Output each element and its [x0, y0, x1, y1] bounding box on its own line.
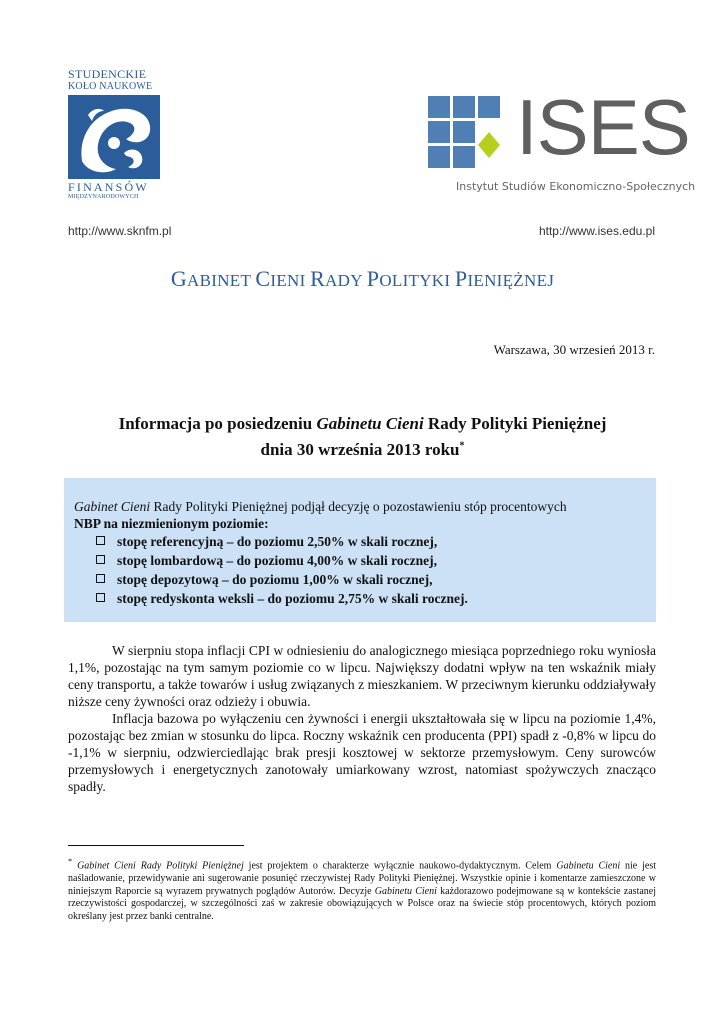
heading-line-1: Informacja po posiedzeniu Gabinetu Cieni Rady Polityki Pieniężnej	[118, 414, 607, 433]
body-paragraph-1: W sierpniu stopa inflacji CPI w odniesieniu do analogicznego miesiąca poprzedniego roku wyniosła 1,1%, pozostając na tym samym poziomie co w lipcu. Największy dodatni wpływ na ten wskaźnik miały ceny transportu, a także towarów i usług związanych z mieszkaniem. W przeciwnym kierunku oddziaływały niższe ceny żywności oraz odzieży i obuwia.	[68, 643, 656, 709]
sknfm-logo-line-2: KOŁO NAUKOWE	[68, 81, 153, 92]
ises-url-link[interactable]: http://www.ises.edu.pl	[538, 224, 655, 238]
rates-list	[96, 532, 468, 608]
heading-line-2: dnia 30 września 2013 roku*	[260, 440, 465, 459]
title-word-4: POLITYKI	[366, 266, 455, 291]
list-item: stopę redyskonta weksli – do poziomu 2,75% w skali rocznej.	[96, 589, 468, 608]
checkbox-bullet-icon	[96, 555, 105, 564]
list-item: stopę referencyjną – do poziomu 2,50% w skali rocznej,	[96, 532, 468, 551]
checkbox-bullet-icon	[96, 593, 105, 602]
title-word-1: GABINET	[170, 266, 256, 291]
footnote-divider	[68, 845, 244, 846]
sknfm-url-link[interactable]: http://www.sknfm.pl	[68, 224, 172, 238]
date-line: Warszawa, 30 wrzesień 2013 r.	[493, 342, 655, 357]
sknfm-logo-line-3: FINANSÓW	[68, 180, 149, 194]
sknfm-logo-line-4: MIĘDZYNARODOWYCH	[68, 194, 139, 200]
body-paragraph-2: Inflacja bazowa po wyłączeniu cen żywności i energii ukształtowała się w lipcu na poziomie 1,4%, pozostając bez zmian w stosunku do lipca. Roczny wskaźnik cen producenta (PPI) spadł z -0,8% w lipcu do -1,1% w sierpniu, odzwierciedlając brak presji kosztowej w sektorze przemysłowym. Ceny surowców przemysłowych i energetycznych zanotowały umiarkowany wzrost, natomiast spożywczych znacząco spadły.	[68, 711, 656, 794]
checkbox-bullet-icon	[96, 536, 105, 545]
title-word-5: PIENIĘŻNEJ	[454, 266, 555, 291]
sknfm-emblem-icon	[68, 95, 160, 179]
ises-wordmark: ISES	[516, 83, 690, 171]
page-title	[0, 266, 725, 292]
footnote: * Gabinet Cieni Rady Polityki Pieniężnej jest projektem o charakterze wyłącznie naukowo-dydaktycznym. Celem Gabinetu Cieni nie jest naśladowanie, przewidywanie ani sugerowanie posunięć rzeczywistej Rady Polityki Pieniężnej. Wszystkie opinie i komentarze zamieszczone w niniejszym Raporcie są wyrazem prywatnych poglądów Autorów. Decyzje Gabinetu Cieni każdorazowo podejmowane są w kontekście zastanej rzeczywistości gospodarczej, w szczególności zaś w zakresie obowiązujących w Polsce oraz na świecie stóp procentowych, których poziom określany jest przez banki centralne.	[68, 857, 657, 922]
title-word-3: RADY	[310, 266, 367, 291]
sknfm-logo	[68, 68, 162, 200]
decision-box	[64, 478, 656, 622]
ises-squares-icon	[428, 96, 502, 170]
title-word-2: CIENI	[255, 266, 311, 291]
list-item: stopę lombardową – do poziomu 4,00% w skali rocznej,	[96, 551, 468, 570]
ises-logo	[428, 83, 696, 196]
checkbox-bullet-icon	[96, 574, 105, 583]
footnote-marker: *	[459, 440, 465, 452]
decision-text: Gabinet Cieni Rady Polityki Pieniężnej podjął decyzję o pozostawieniu stóp procentowych NBP na niezmienionym poziomie:	[74, 499, 567, 531]
list-item: stopę depozytową – do poziomu 1,00% w skali rocznej,	[96, 570, 468, 589]
sknfm-logo-line-1: STUDENCKIE	[68, 67, 147, 81]
ises-subtitle: Instytut Studiów Ekonomiczno-Społecznych	[456, 180, 696, 193]
